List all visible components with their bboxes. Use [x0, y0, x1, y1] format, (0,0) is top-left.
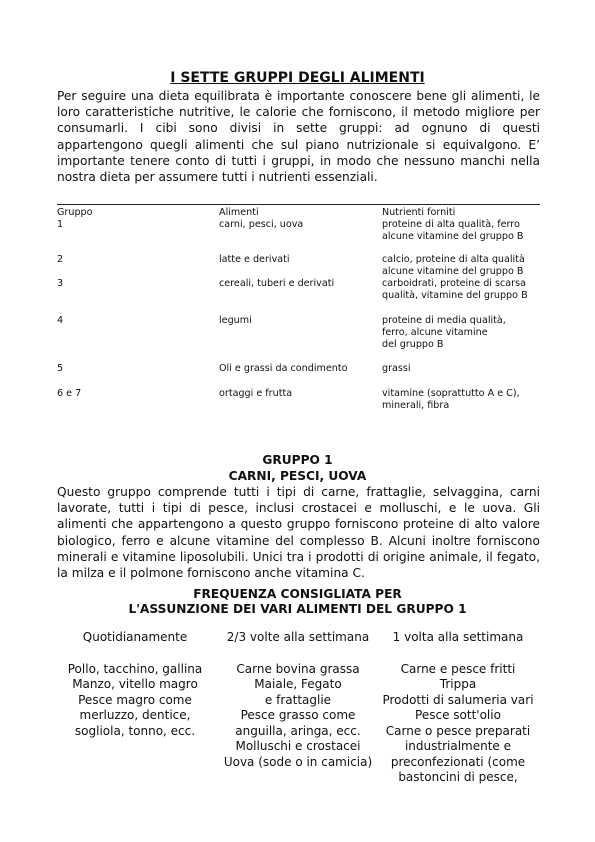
nutrienti-line: vitamine (soprattutto A e C),: [382, 388, 520, 399]
frequenza-column-weekly-2-3: [216, 630, 380, 770]
frequenza-item: bastoncini di pesce,: [398, 770, 518, 784]
frequenza-subheading: L'ASSUNZIONE DEI VARI ALIMENTI DEL GRUPPO 1: [128, 602, 467, 616]
row-gruppo: 1: [57, 219, 64, 230]
table-header-alimenti: Alimenti: [219, 207, 259, 218]
nutrienti-line: del gruppo B: [382, 339, 444, 350]
row-gruppo: 4: [57, 315, 64, 326]
row-nutrienti: [382, 254, 547, 278]
nutrienti-line: proteine di alta qualità, ferro: [382, 219, 520, 230]
row-nutrienti: [382, 219, 547, 243]
table-header-nutrienti: Nutrienti forniti: [382, 207, 456, 218]
nutrienti-line: calcio, proteine di alta qualità: [382, 254, 525, 265]
frequenza-item: Prodotti di salumeria vari: [382, 692, 534, 707]
gruppo1-subheading: CARNI, PESCI, UOVA: [228, 469, 367, 483]
frequenza-item: merluzzo, dentice,: [79, 708, 191, 722]
nutrienti-line: carboidrati, proteine di scarsa: [382, 278, 526, 289]
frequenza-item: Carne bovina grassa: [236, 661, 360, 676]
row-alimenti: legumi: [219, 315, 252, 326]
nutrienti-line: ferro, alcune vitamine: [382, 327, 488, 338]
frequenza-item: Uova (sode o in camicia): [223, 754, 373, 769]
frequenza-item: Carne e pesce fritti: [400, 661, 516, 676]
gruppo1-heading: GRUPPO 1: [262, 453, 333, 467]
document-title: I SETTE GRUPPI DEGLI ALIMENTI: [170, 70, 425, 86]
row-alimenti: latte e derivati: [219, 254, 290, 265]
frequenza-item: Pesce sott'olio: [415, 708, 501, 722]
frequenza-item: Molluschi e crostacei: [235, 739, 361, 753]
frequenza-item: Manzo, vitello magro: [72, 677, 198, 691]
frequenza-column-header: 1 volta alla settimana: [392, 630, 524, 644]
frequenza-item: sogliola, tonno, ecc.: [74, 723, 196, 738]
frequenza-column-daily: [50, 630, 220, 739]
nutrienti-line: qualità, vitamine del gruppo B: [382, 290, 528, 301]
nutrienti-line: grassi: [382, 363, 411, 374]
frequenza-heading: FREQUENZA CONSIGLIATA PER: [193, 587, 402, 601]
row-gruppo: 2: [57, 254, 64, 265]
frequenza-column-header: Quotidianamente: [82, 630, 188, 644]
frequenza-item: anguilla, aringa, ecc.: [235, 723, 361, 738]
table-top-rule: [57, 204, 540, 205]
frequenza-item: Pesce magro come: [78, 692, 192, 707]
row-alimenti: carni, pesci, uova: [219, 219, 304, 230]
frequenza-column-weekly-1: [374, 630, 542, 786]
frequenza-item: e frattaglie: [264, 692, 332, 707]
row-alimenti: Oli e grassi da condimento: [219, 363, 348, 374]
row-alimenti: cereali, tuberi e derivati: [219, 278, 335, 289]
frequenza-item: Pollo, tacchino, gallina: [67, 661, 203, 676]
row-nutrienti: [382, 278, 547, 302]
frequenza-column-header: 2/3 volte alla settimana: [226, 630, 370, 644]
row-gruppo: 5: [57, 363, 64, 374]
row-nutrienti: [382, 388, 547, 412]
frequenza-item: Pesce grasso come: [240, 708, 356, 722]
frequenza-item: Maiale, Fegato: [254, 677, 342, 691]
row-alimenti: ortaggi e frutta: [219, 388, 293, 399]
nutrienti-line: alcune vitamine del gruppo B: [382, 266, 524, 277]
gruppo1-paragraph: Questo gruppo comprende tutti i tipi di carne, frattaglie, selvaggina, carni lavorate, tutti i tipi di pesce, inclusi crostacei e molluschi, e le uova. Gli alimenti che appartengono a questo gruppo forniscono proteine di alto valore biologico, ferro e alcune vitamine del complesso B. Alcuni inoltre forniscono minerali e vitamine liposolubili. Unici tra i prodotti di origine animale, il fegato, la milza e il polmone forniscono anche vitamina C.: [57, 485, 540, 581]
frequenza-item: preconfezionati (come: [390, 754, 526, 769]
nutrienti-line: minerali, fibra: [382, 400, 450, 411]
table-header-gruppo: Gruppo: [57, 207, 93, 218]
row-gruppo: 6 e 7: [57, 388, 82, 399]
row-nutrienti: [382, 363, 547, 375]
frequenza-item: Carne o pesce preparati: [385, 723, 531, 738]
row-gruppo: 3: [57, 278, 64, 289]
frequenza-item: Trippa: [439, 677, 477, 691]
frequenza-item: industrialmente e: [404, 739, 512, 753]
nutrienti-line: proteine di media qualità,: [382, 315, 506, 326]
intro-paragraph: Per seguire una dieta equilibrata è importante conoscere bene gli alimenti, le loro caratteristiche nutritive, le calorie che forniscono, il metodo migliore per consumarli. I cibi sono divisi in sette gruppi: ad ognuno di questi appartengono quegli alimenti che sul piano nutrizionale si equivalgono. E’ importante tenere conto di tutti i gruppi, in modo che nessuno manchi nella nostra dieta per assumere tutti i nutrienti essenziali.: [57, 89, 540, 185]
nutrienti-line: alcune vitamine del gruppo B: [382, 231, 524, 242]
row-nutrienti: [382, 315, 547, 351]
